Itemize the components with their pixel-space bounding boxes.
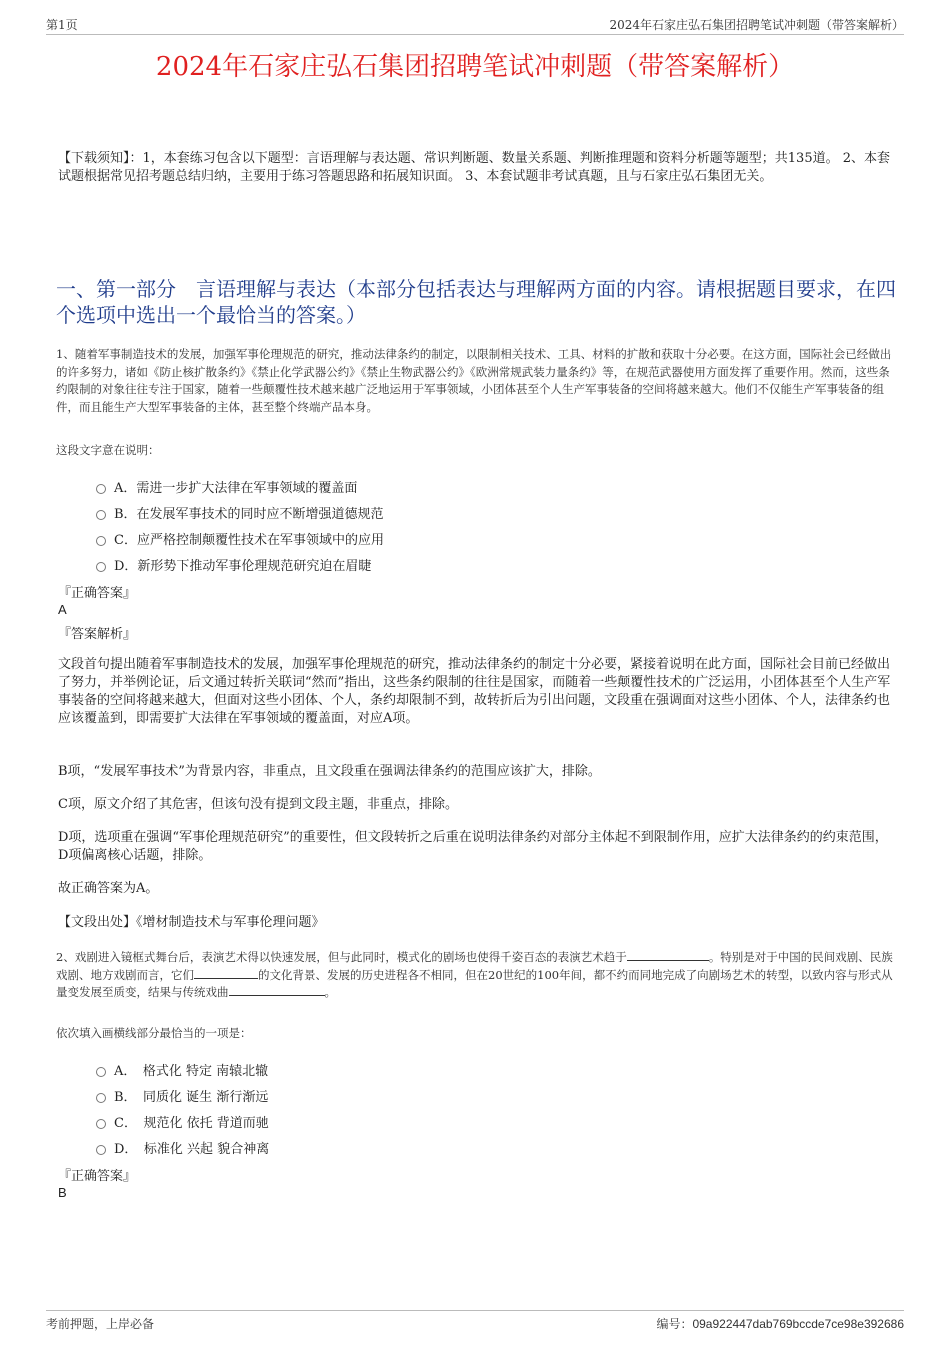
download-notice: 【下载须知】：1，本套练习包含以下题型：言语理解与表达题、常识判断题、数量关系题、判断推理题和资料分析题等题型；共135道。 2、本套试题根据常见招考题总结归纳，主要用于练习答题思路和拓展知识面。 3、本套试题非考试真题，且与石家庄弘石集团无关。 [58, 151, 890, 184]
option-label: B． 同质化 诞生 渐行渐远 [114, 1090, 269, 1105]
question-1-source: 【文段出处】《增材制造技术与军事伦理问题》 [58, 915, 325, 930]
radio-icon[interactable] [96, 562, 106, 572]
question-1-analysis-c: C项，原文介绍了其危害，但该句没有提到文段主题，非重点，排除。 [58, 797, 458, 812]
question-1-option-d[interactable] [96, 555, 371, 575]
option-label: B．在发展军事技术的同时应不断增强道德规范 [114, 507, 384, 522]
section-title: 一、第一部分 言语理解与表达（本部分包括表达与理解两方面的内容。请根据题目要求，在四个选项中选出一个最恰当的答案。） [56, 277, 896, 327]
question-1-analysis-d: D项，选项重在强调“军事伦理规范研究”的重要性，但文段转折之后重在说明法律条约对部分主体起不到限制作用，应扩大法律条约的约束范围，D项偏离核心话题，排除。 [58, 830, 888, 863]
question-2-option-d[interactable] [96, 1138, 269, 1158]
option-label: A．需进一步扩大法律在军事领域的覆盖面 [114, 481, 358, 496]
footer-code [656, 1315, 904, 1332]
question-1-analysis-b: B项，“发展军事技术”为背景内容，非重点，且文段重在强调法律条约的范围应该扩大，排除。 [58, 764, 601, 779]
radio-icon[interactable] [96, 1093, 106, 1103]
question-1-text: 1、随着军事制造技术的发展，加强军事伦理规范的研究，推动法律条约的制定，以限制相关技术、工具、材料的扩散和获取十分必要。在这方面，国际社会已经做出的许多努力，诸如《防止核扩散条约》《禁止化学武器公约》《禁止生物武器公约》《欧洲常规武装力量条约》等，在规范武器使用方面发挥了重要作用。然而，这些条约限制的对象往往专注于国家，随着一些颠覆性技术越来越广泛地运用于军事领域，小团体甚至个人生产军事装备的空间将越来越大。他们不仅能生产军事装备的组件，而且能生产大型军事装备的主体，甚至整个终端产品本身。 [56, 347, 892, 414]
page-number: 第1页 [46, 18, 78, 32]
option-label: C．应严格控制颠覆性技术在军事领域中的应用 [114, 533, 384, 548]
question-2-answer: B [58, 1185, 67, 1200]
footer-slogan: 考前押题，上岸必备 [46, 1317, 155, 1331]
radio-icon[interactable] [96, 536, 106, 546]
question-2-option-a[interactable] [96, 1060, 268, 1080]
page-header [46, 14, 904, 35]
question-2-text-part: 。 [324, 985, 336, 999]
question-1-option-b[interactable] [96, 503, 384, 523]
radio-icon[interactable] [96, 1067, 106, 1077]
fill-blank-2 [194, 967, 258, 979]
question-1-answer: A [58, 602, 67, 617]
option-label: D．新形势下推动军事伦理规范研究迫在眉睫 [114, 559, 372, 574]
question-1-answer-label: 『正确答案』 [58, 586, 137, 601]
option-label: C． 规范化 依托 背道而驰 [114, 1116, 269, 1131]
question-2-text-part: 的文化背景、发展的历史进程各不相同，但在20世纪的100年间，都不约而同地完成了向剧场艺术的转型，以致内容与形式从量变发展至质变，结果与传统戏曲 [56, 967, 893, 999]
question-1-prompt: 这段文字意在说明： [56, 443, 160, 457]
header-doc-title: 2024年石家庄弘石集团招聘笔试冲刺题（带答案解析） [609, 18, 904, 32]
radio-icon[interactable] [96, 1119, 106, 1129]
question-1-analysis-main: 文段首句提出随着军事制造技术的发展，加强军事伦理规范的研究，推动法律条约的制定十分必要，紧接着说明在此方面，国际社会目前已经做出了努力，并举例论证，后文通过转折关联词“然而”指出，这些条约限制的往往是国家，而随着一些颠覆性技术的广泛运用，小团体甚至个人生产军事装备的空间将越来越大，但面对这些小团体、个人，条约却限制不到，故转折后为引出问题，文段重在强调面对这些小团体、个人，法律条约也应该覆盖到，即需要扩大法律在军事领域的覆盖面，对应A项。 [58, 657, 891, 726]
question-1-option-a[interactable] [96, 477, 357, 497]
question-2-prompt: 依次填入画横线部分最恰当的一项是： [56, 1026, 252, 1040]
footer-code-value: 09a922447dab769bccde7ce98e392686 [692, 1317, 904, 1331]
question-1-option-c[interactable] [96, 529, 384, 549]
question-2-option-c[interactable] [96, 1112, 269, 1132]
question-2-text [56, 949, 901, 1002]
question-1-conclusion: 故正确答案为A。 [58, 881, 159, 896]
question-1-analysis-label: 『答案解析』 [58, 627, 137, 642]
question-2-option-b[interactable] [96, 1086, 268, 1106]
page-footer [46, 1310, 904, 1335]
question-2-text-part: 2、戏剧进入镜框式舞台后，表演艺术得以快速发展，但与此同时，模式化的剧场也使得千姿百态的表演艺术趋于 [56, 950, 627, 964]
option-label: D． 标准化 兴起 貌合神离 [114, 1142, 270, 1157]
document-title: 2024年石家庄弘石集团招聘笔试冲刺题（带答案解析） [155, 52, 795, 82]
question-2-answer-label: 『正确答案』 [58, 1169, 137, 1184]
radio-icon[interactable] [96, 1145, 106, 1155]
footer-code-label: 编号： [656, 1317, 693, 1331]
fill-blank-1 [627, 949, 709, 961]
radio-icon[interactable] [96, 484, 106, 494]
option-label: A． 格式化 特定 南辕北辙 [114, 1064, 269, 1079]
question-2-text-part: 。特别是对于中国的民间戏剧、民族戏剧、地方戏剧而言，它们 [56, 950, 893, 982]
fill-blank-3 [229, 984, 325, 996]
radio-icon[interactable] [96, 510, 106, 520]
